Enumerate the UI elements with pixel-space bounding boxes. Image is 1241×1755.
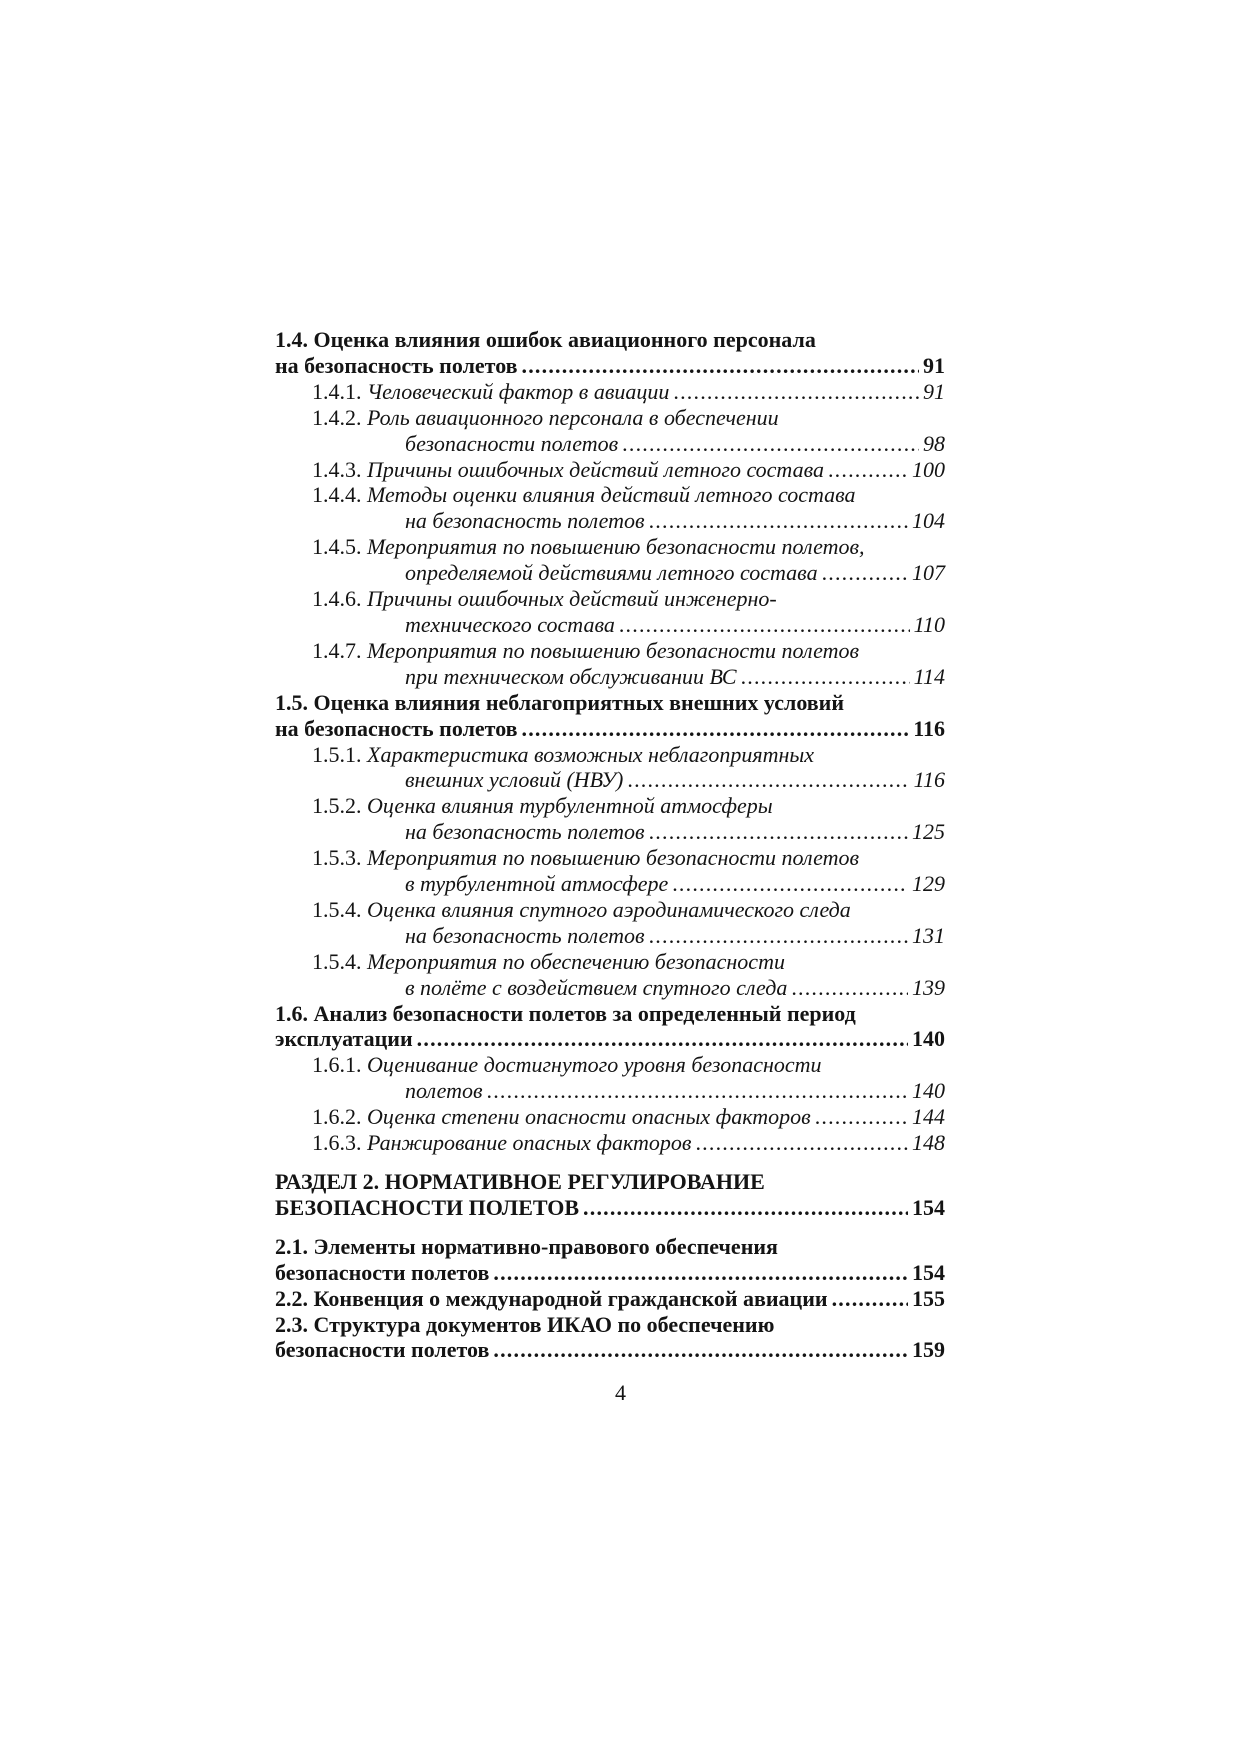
toc-entry-title bbox=[275, 1337, 489, 1363]
toc-entry-title bbox=[275, 1286, 828, 1312]
toc-entry-text: Оценка влияния турбулентной атмосферы bbox=[367, 793, 773, 819]
dot-leader bbox=[741, 664, 910, 690]
toc-entry-line bbox=[312, 405, 945, 431]
toc-entry-title bbox=[275, 1234, 778, 1260]
toc-entry-text: Причины ошибочных действий летного состава bbox=[367, 456, 824, 482]
toc-entry-title bbox=[275, 1312, 774, 1338]
toc-subchapter-entry[interactable] bbox=[275, 1104, 945, 1130]
toc-page-number: 100 bbox=[912, 456, 945, 482]
toc-entry-title bbox=[312, 1130, 691, 1156]
toc-entry-text: 2.3. Структура документов ИКАО по обеспечению bbox=[275, 1311, 775, 1337]
toc-entry-title bbox=[312, 845, 859, 871]
toc-entry-line bbox=[312, 612, 945, 638]
toc-entry-line bbox=[312, 871, 945, 897]
toc-entry-line bbox=[312, 923, 945, 949]
toc-entry-line bbox=[312, 586, 945, 612]
toc-entry-text: Оценка влияния спутного аэродинамического следа bbox=[367, 896, 851, 922]
toc-entry-text: эксплуатации bbox=[275, 1026, 413, 1052]
toc-entry-text: 1.5. Оценка влияния неблагоприятных внешних условий bbox=[275, 689, 845, 715]
toc-entry-title bbox=[312, 405, 779, 431]
toc-entry-line bbox=[312, 845, 945, 871]
dot-leader bbox=[522, 353, 919, 379]
toc-subchapter-entry[interactable] bbox=[275, 405, 945, 457]
toc-entry-text: безопасности полетов bbox=[275, 1337, 490, 1363]
dot-leader bbox=[791, 975, 908, 1001]
toc-page-number: 125 bbox=[912, 819, 945, 845]
toc-entry-text: 2.1. Элементы нормативно-правового обеспечения bbox=[275, 1233, 778, 1259]
dot-leader bbox=[822, 560, 908, 586]
toc-entry-title bbox=[312, 638, 859, 664]
toc-entry-text: 2.2. Конвенция о международной гражданской авиации bbox=[275, 1285, 828, 1311]
toc-subchapter-entry[interactable] bbox=[275, 482, 945, 534]
toc-page-number: 154 bbox=[912, 1194, 945, 1220]
toc-subchapter-entry[interactable] bbox=[275, 534, 945, 586]
dot-leader bbox=[627, 767, 909, 793]
toc-entry-text: безопасности полетов bbox=[405, 430, 619, 456]
toc-page-number: 110 bbox=[913, 611, 945, 637]
toc-entry-text: на безопасность полетов bbox=[405, 508, 645, 534]
toc-entry-text: Мероприятия по повышению безопасности полетов bbox=[367, 845, 860, 871]
dot-leader bbox=[417, 1026, 908, 1052]
toc-subchapter-entry[interactable] bbox=[275, 949, 945, 1001]
toc-entry-title bbox=[275, 1026, 413, 1052]
toc-entry-title bbox=[405, 871, 668, 897]
toc-entry-line bbox=[312, 457, 945, 483]
toc-page-number: 107 bbox=[912, 560, 945, 586]
toc-entry-line bbox=[312, 664, 945, 690]
toc-entry-title bbox=[275, 327, 816, 353]
toc-entry-number: 1.4.3. bbox=[312, 456, 362, 482]
dot-leader bbox=[832, 1286, 908, 1312]
toc-subchapter-entry[interactable] bbox=[275, 379, 945, 405]
toc-entry-text: в полёте с воздействием спутного следа bbox=[405, 974, 788, 1000]
toc-page-number: 139 bbox=[912, 974, 945, 1000]
toc-entry-line bbox=[275, 716, 945, 742]
toc-entry-title bbox=[312, 1052, 822, 1078]
toc-entry-text: Методы оценки влияния действий летного состава bbox=[367, 482, 856, 508]
toc-entry-text: Причины ошибочных действий инженерно- bbox=[367, 586, 777, 612]
toc-entry-line bbox=[275, 1286, 945, 1312]
toc-entry-number: 1.5.2. bbox=[312, 793, 362, 819]
dot-leader bbox=[493, 1337, 908, 1363]
toc-entry-line bbox=[312, 379, 945, 405]
toc-subchapter-entry[interactable] bbox=[275, 1130, 945, 1156]
toc-subchapter-entry[interactable] bbox=[275, 457, 945, 483]
toc-entry-text: Оценка степени опасности опасных факторов bbox=[367, 1104, 811, 1130]
toc-entry-line bbox=[312, 1130, 945, 1156]
toc-entry-line bbox=[275, 1195, 945, 1221]
toc-page-number: 144 bbox=[912, 1104, 945, 1130]
toc-page-number: 140 bbox=[912, 1078, 945, 1104]
toc-entry-text: БЕЗОПАСНОСТИ ПОЛЕТОВ bbox=[275, 1194, 580, 1220]
toc-entry-number: 1.4.1. bbox=[312, 378, 362, 404]
toc-entry-text: внешних условий (НВУ) bbox=[405, 767, 624, 793]
toc-entry-title bbox=[275, 716, 518, 742]
toc-subchapter-entry[interactable] bbox=[275, 1052, 945, 1104]
toc-entry-title bbox=[275, 1260, 489, 1286]
dot-leader bbox=[649, 923, 908, 949]
toc-entry-title bbox=[405, 664, 737, 690]
toc-entry-title bbox=[312, 534, 865, 560]
toc-page-number: 98 bbox=[923, 430, 945, 456]
toc-page-number: 91 bbox=[923, 352, 945, 378]
toc-entry-number: 1.6.1. bbox=[312, 1052, 362, 1078]
toc-entry-title bbox=[405, 819, 645, 845]
toc-entry-title bbox=[275, 1169, 765, 1195]
dot-leader bbox=[493, 1260, 908, 1286]
toc-entry-title bbox=[312, 379, 669, 405]
toc-entry-title bbox=[405, 975, 787, 1001]
toc-entry-title bbox=[312, 482, 856, 508]
toc-page-number: 140 bbox=[912, 1026, 945, 1052]
toc-page-number: 155 bbox=[912, 1285, 945, 1311]
toc-entry-line bbox=[312, 742, 945, 768]
toc-entry-text: Оценивание достигнутого уровня безопасности bbox=[367, 1052, 822, 1078]
toc-subchapter-entry[interactable] bbox=[275, 742, 945, 794]
toc-entry-line bbox=[275, 1337, 945, 1363]
toc-chapter-entry[interactable] bbox=[275, 1312, 945, 1364]
dot-leader bbox=[672, 871, 908, 897]
toc-entry-line bbox=[275, 327, 945, 353]
toc-entry-line bbox=[312, 534, 945, 560]
toc-entry-title bbox=[405, 612, 615, 638]
toc-entry-text: Мероприятия по обеспечению безопасности bbox=[367, 948, 785, 974]
toc-subchapter-entry[interactable] bbox=[275, 638, 945, 690]
toc-entry-line bbox=[275, 1169, 945, 1195]
toc-entry-title bbox=[405, 767, 623, 793]
toc-entry-text: РАЗДЕЛ 2. НОРМАТИВНОЕ РЕГУЛИРОВАНИЕ bbox=[275, 1169, 765, 1194]
dot-leader bbox=[649, 819, 908, 845]
toc-entry-title bbox=[312, 1104, 811, 1130]
toc-entry-number: 1.6.2. bbox=[312, 1104, 362, 1130]
toc-page-number: 104 bbox=[912, 508, 945, 534]
toc-entry-text: Мероприятия по повышению безопасности полетов bbox=[367, 637, 860, 663]
toc-entry-number: 1.6.3. bbox=[312, 1130, 362, 1156]
toc-entry-text: Мероприятия по повышению безопасности полетов, bbox=[367, 534, 865, 560]
toc-page-number: 116 bbox=[913, 767, 945, 793]
toc-entry-number: 1.5.3. bbox=[312, 845, 362, 871]
toc-entry-text: безопасности полетов bbox=[275, 1259, 490, 1285]
toc-page-number: 91 bbox=[923, 378, 945, 404]
dot-leader bbox=[487, 1078, 908, 1104]
toc-page-number: 116 bbox=[913, 715, 945, 741]
dot-leader bbox=[649, 508, 908, 534]
toc-chapter-entry[interactable] bbox=[275, 327, 945, 379]
toc-chapter-entry[interactable] bbox=[275, 1234, 945, 1286]
toc-entry-title bbox=[405, 560, 818, 586]
toc-entry-line bbox=[275, 353, 945, 379]
toc-entry-text: 1.6. Анализ безопасности полетов за определенный период bbox=[275, 1000, 856, 1026]
toc-entry-title bbox=[405, 923, 645, 949]
toc-entry-title bbox=[312, 586, 777, 612]
toc-entry-line bbox=[312, 431, 945, 457]
dot-leader bbox=[522, 716, 910, 742]
toc-entry-number: 1.4.5. bbox=[312, 534, 362, 560]
toc-entry-title bbox=[312, 949, 785, 975]
toc-subchapter-entry[interactable] bbox=[275, 586, 945, 638]
toc-entry-text: на безопасность полетов bbox=[405, 922, 645, 948]
toc-page-number: 114 bbox=[913, 663, 945, 689]
toc-entry-title bbox=[275, 690, 844, 716]
toc-section-entry[interactable] bbox=[275, 1169, 945, 1221]
toc-entry-text: 1.4. Оценка влияния ошибок авиационного персонала bbox=[275, 327, 816, 352]
toc-entry-title bbox=[312, 742, 814, 768]
toc-entry-line bbox=[275, 1026, 945, 1052]
toc-entry-text: Человеческий фактор в авиации bbox=[367, 378, 670, 404]
toc-entry-title bbox=[405, 1078, 483, 1104]
toc-page-number: 154 bbox=[912, 1259, 945, 1285]
toc-entry-text: Характеристика возможных неблагоприятных bbox=[367, 741, 815, 767]
toc-entry-line bbox=[275, 1260, 945, 1286]
toc-entry-line bbox=[275, 1234, 945, 1260]
toc-entry-title bbox=[275, 353, 518, 379]
toc-entry-number: 1.5.1. bbox=[312, 741, 362, 767]
toc-entry-line bbox=[312, 1078, 945, 1104]
dot-leader bbox=[695, 1130, 908, 1156]
toc-entry-line bbox=[312, 949, 945, 975]
toc-entry-title bbox=[405, 508, 645, 534]
dot-leader bbox=[828, 457, 908, 483]
toc-subchapter-entry[interactable] bbox=[275, 897, 945, 949]
dot-leader bbox=[583, 1195, 908, 1221]
toc-entry-line bbox=[312, 560, 945, 586]
toc-entry-line bbox=[312, 508, 945, 534]
toc-entry-text: на безопасность полетов bbox=[275, 352, 518, 378]
toc-entry-title bbox=[405, 431, 618, 457]
toc-entry-line bbox=[312, 975, 945, 1001]
toc-entry-title bbox=[312, 897, 851, 923]
toc-entry-number: 1.5.4. bbox=[312, 948, 362, 974]
toc-entry-text: технического состава bbox=[405, 611, 615, 637]
toc-entry-title bbox=[275, 1195, 579, 1221]
toc-entry-line bbox=[312, 819, 945, 845]
toc-entry-text: Ранжирование опасных факторов bbox=[367, 1130, 692, 1156]
toc-entry-text: в турбулентной атмосфере bbox=[405, 871, 669, 897]
toc-entry-line bbox=[312, 1052, 945, 1078]
page-number: 4 bbox=[615, 1380, 626, 1405]
toc-page-number: 131 bbox=[912, 922, 945, 948]
toc-entry-number: 1.4.7. bbox=[312, 637, 362, 663]
toc-entry-text: полетов bbox=[405, 1078, 483, 1104]
toc-page-number: 159 bbox=[912, 1337, 945, 1363]
toc-entry-number: 1.5.4. bbox=[312, 896, 362, 922]
toc-entry-line bbox=[312, 482, 945, 508]
toc-entry-line bbox=[312, 793, 945, 819]
toc-entry-number: 1.4.2. bbox=[312, 404, 362, 430]
toc-entry-text: при техническом обслуживании ВС bbox=[405, 663, 737, 689]
toc-entry-line bbox=[312, 897, 945, 923]
toc-entry-line bbox=[312, 767, 945, 793]
dot-leader bbox=[815, 1104, 908, 1130]
toc-entry-line bbox=[275, 1001, 945, 1027]
table-of-contents bbox=[275, 327, 945, 1363]
toc-subchapter-entry[interactable] bbox=[275, 845, 945, 897]
toc-entry-title bbox=[312, 457, 824, 483]
dot-leader bbox=[619, 612, 910, 638]
toc-subchapter-entry[interactable] bbox=[275, 793, 945, 845]
toc-page-number: 148 bbox=[912, 1130, 945, 1156]
toc-entry-text: определяемой действиями летного состава bbox=[405, 560, 818, 586]
toc-entry-line bbox=[312, 638, 945, 664]
dot-leader bbox=[673, 379, 919, 405]
toc-entry-text: на безопасность полетов bbox=[275, 715, 518, 741]
toc-entry-line bbox=[275, 690, 945, 716]
toc-entry-line bbox=[312, 1104, 945, 1130]
toc-entry-number: 1.4.6. bbox=[312, 586, 362, 612]
toc-entry-title bbox=[312, 793, 773, 819]
toc-entry-number: 1.4.4. bbox=[312, 482, 362, 508]
dot-leader bbox=[622, 431, 919, 457]
toc-chapter-entry[interactable] bbox=[275, 1001, 945, 1053]
toc-page-number: 129 bbox=[912, 871, 945, 897]
toc-chapter-entry[interactable] bbox=[275, 690, 945, 742]
toc-entry-text: Роль авиационного персонала в обеспечении bbox=[367, 404, 779, 430]
toc-chapter-entry[interactable] bbox=[275, 1286, 945, 1312]
toc-entry-line bbox=[275, 1312, 945, 1338]
toc-entry-text: на безопасность полетов bbox=[405, 819, 645, 845]
toc-entry-title bbox=[275, 1001, 856, 1027]
